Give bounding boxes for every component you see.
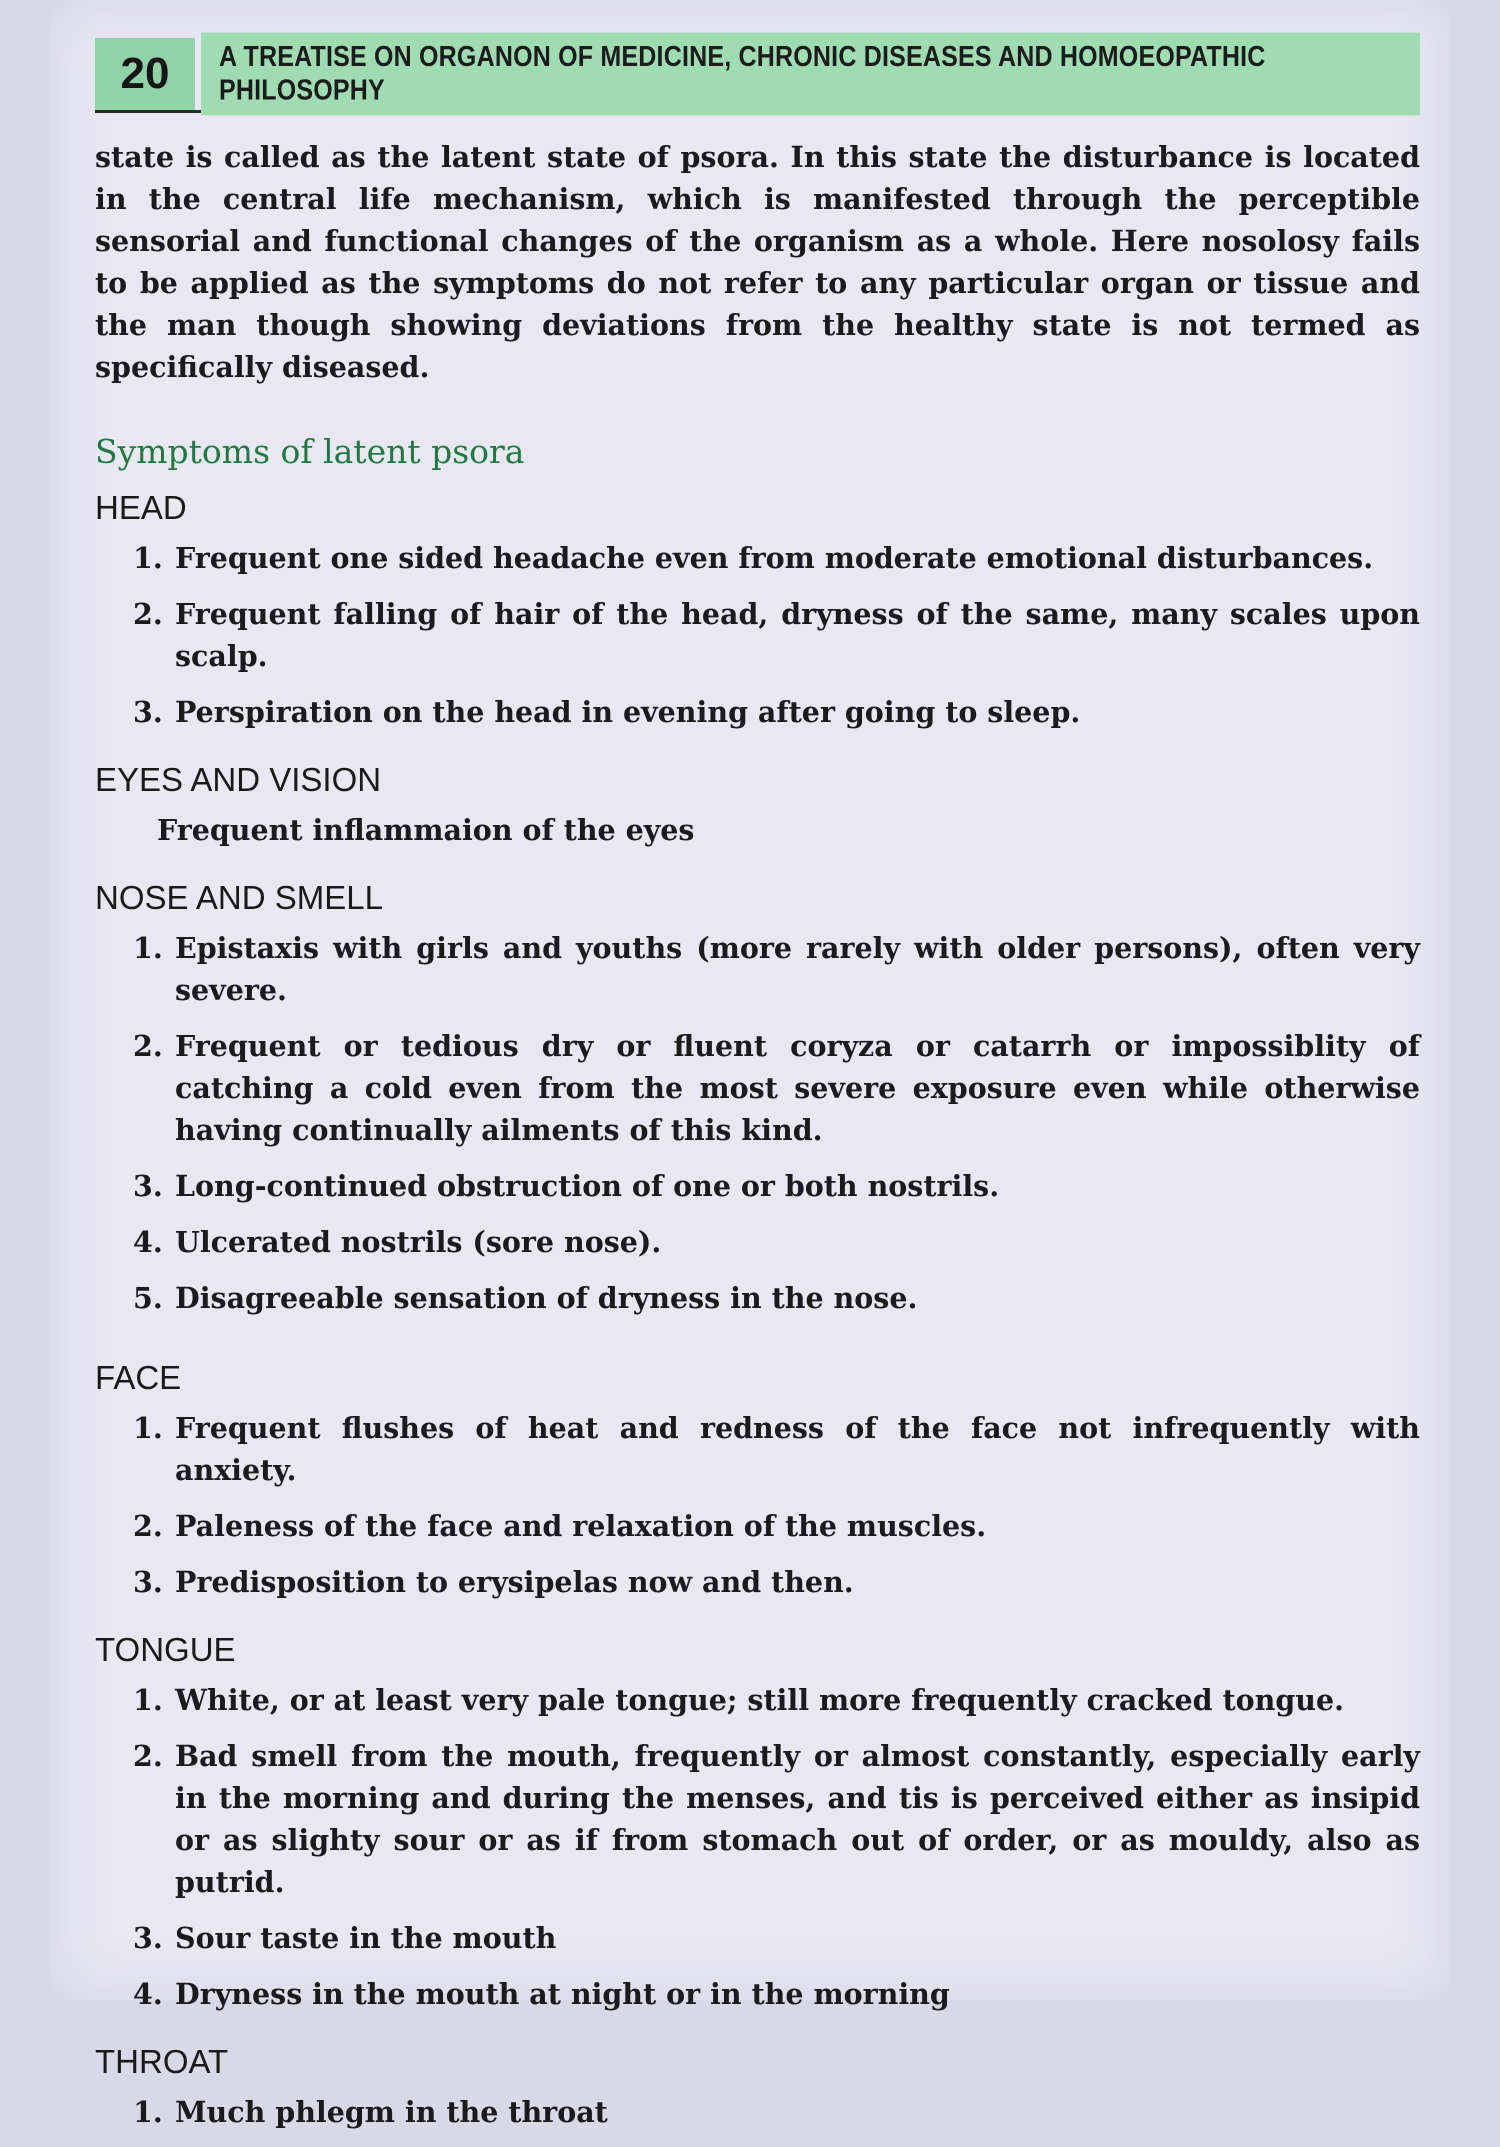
list-item <box>95 691 1420 733</box>
item-text: Frequent one sided headache even from moderate emotional disturbances. <box>175 541 1374 575</box>
category-eyes-title: EYES AND VISION <box>95 761 382 798</box>
list-item <box>95 537 1420 579</box>
item-text: Predisposition to erysipelas now and then. <box>175 1565 854 1599</box>
list-item <box>95 2091 1420 2133</box>
category-face-title: FACE <box>95 1359 182 1396</box>
item-number: 1. <box>133 1411 163 1445</box>
nose-symptom-list <box>95 927 1420 1319</box>
list-item <box>95 1025 1420 1151</box>
item-number: 3. <box>133 1169 163 1203</box>
item-text: Epistaxis with girls and youths (more rarely with older persons), often very severe. <box>175 931 1420 1007</box>
item-text: Much phlegm in the throat <box>175 2095 608 2129</box>
item-text: Ulcerated nostrils (sore nose). <box>175 1225 662 1259</box>
item-number: 2. <box>133 597 163 631</box>
intro-paragraph: state is called as the latent state of psora. In this state the disturbance is located in the central life mechanism, which is manifested through the perceptible sensorial and functional changes of the organism as a whole. Here nosolosy fails to be applied as the symptoms do not refer to any particular organ or tissue and the man though showing deviations from the healthy state is not termed as specifically diseased. <box>95 140 1420 384</box>
item-text: Perspiration on the head in evening after going to sleep. <box>175 695 1081 729</box>
page-content <box>95 136 1420 2147</box>
item-number: 1. <box>133 931 163 965</box>
item-text: White, or at least very pale tongue; still more frequently cracked tongue. <box>175 1683 1345 1717</box>
head-symptom-list <box>95 537 1420 733</box>
list-item <box>95 1277 1420 1319</box>
list-item <box>95 1505 1420 1547</box>
list-item <box>95 1561 1420 1603</box>
eyes-symptom-text: Frequent inflammaion of the eyes <box>157 813 695 847</box>
list-item <box>95 1165 1420 1207</box>
tongue-symptom-list <box>95 1679 1420 2015</box>
item-number: 2. <box>133 1509 163 1543</box>
item-number: 4. <box>133 1225 163 1259</box>
item-text: Paleness of the face and relaxation of the muscles. <box>175 1509 987 1543</box>
throat-symptom-list <box>95 2091 1420 2133</box>
item-text: Frequent or tedious dry or fluent coryza or catarrh or impossiblity of catching a cold even from the most severe exposure even while otherwise having continually ailments of this kind. <box>175 1029 1420 1147</box>
item-text: Disagreeable sensation of dryness in the nose. <box>175 1281 918 1315</box>
list-item <box>95 1679 1420 1721</box>
list-item <box>95 1407 1420 1491</box>
item-number: 3. <box>133 1921 163 1955</box>
item-text: Long-continued obstruction of one or both nostrils. <box>175 1169 1000 1203</box>
list-item <box>95 593 1420 677</box>
item-number: 1. <box>133 2095 163 2129</box>
face-symptom-list <box>95 1407 1420 1603</box>
item-number: 2. <box>133 1739 163 1773</box>
item-number: 4. <box>133 1977 163 2011</box>
item-text: Frequent flushes of heat and redness of the face not infrequently with anxiety. <box>175 1411 1420 1487</box>
page-header <box>95 38 1420 113</box>
category-nose-title: NOSE AND SMELL <box>95 879 383 916</box>
item-number: 2. <box>133 1029 163 1063</box>
book-page <box>50 0 1450 2129</box>
category-throat-title: THROAT <box>95 2043 229 2080</box>
list-item <box>95 1735 1420 1903</box>
item-number: 1. <box>133 541 163 575</box>
category-head-title: HEAD <box>95 489 187 526</box>
item-text: Dryness in the mouth at night or in the morning <box>175 1977 950 2011</box>
list-item <box>95 1973 1420 2015</box>
list-item <box>95 1917 1420 1959</box>
item-text: Sour taste in the mouth <box>175 1921 557 1955</box>
item-text: Frequent falling of hair of the head, dryness of the same, many scales upon scalp. <box>175 597 1420 673</box>
item-text: Bad smell from the mouth, frequently or almost constantly, especially early in the morning and during the menses, and tis is perceived either as insipid or as slighty sour or as if from stomach out of order, or as mouldy, also as putrid. <box>175 1739 1420 1899</box>
page-number: 20 <box>95 38 201 110</box>
running-title: A TREATISE ON ORGANON OF MEDICINE, CHRONIC DISEASES AND HOMOEOPATHIC PHILOSOPHY <box>201 33 1420 116</box>
section-title: Symptoms of latent psora <box>95 432 525 471</box>
item-number: 5. <box>133 1281 163 1315</box>
item-number: 3. <box>133 1565 163 1599</box>
category-tongue-title: TONGUE <box>95 1631 236 1668</box>
item-number: 1. <box>133 1683 163 1717</box>
list-item <box>95 927 1420 1011</box>
list-item <box>95 1221 1420 1263</box>
item-number: 3. <box>133 695 163 729</box>
